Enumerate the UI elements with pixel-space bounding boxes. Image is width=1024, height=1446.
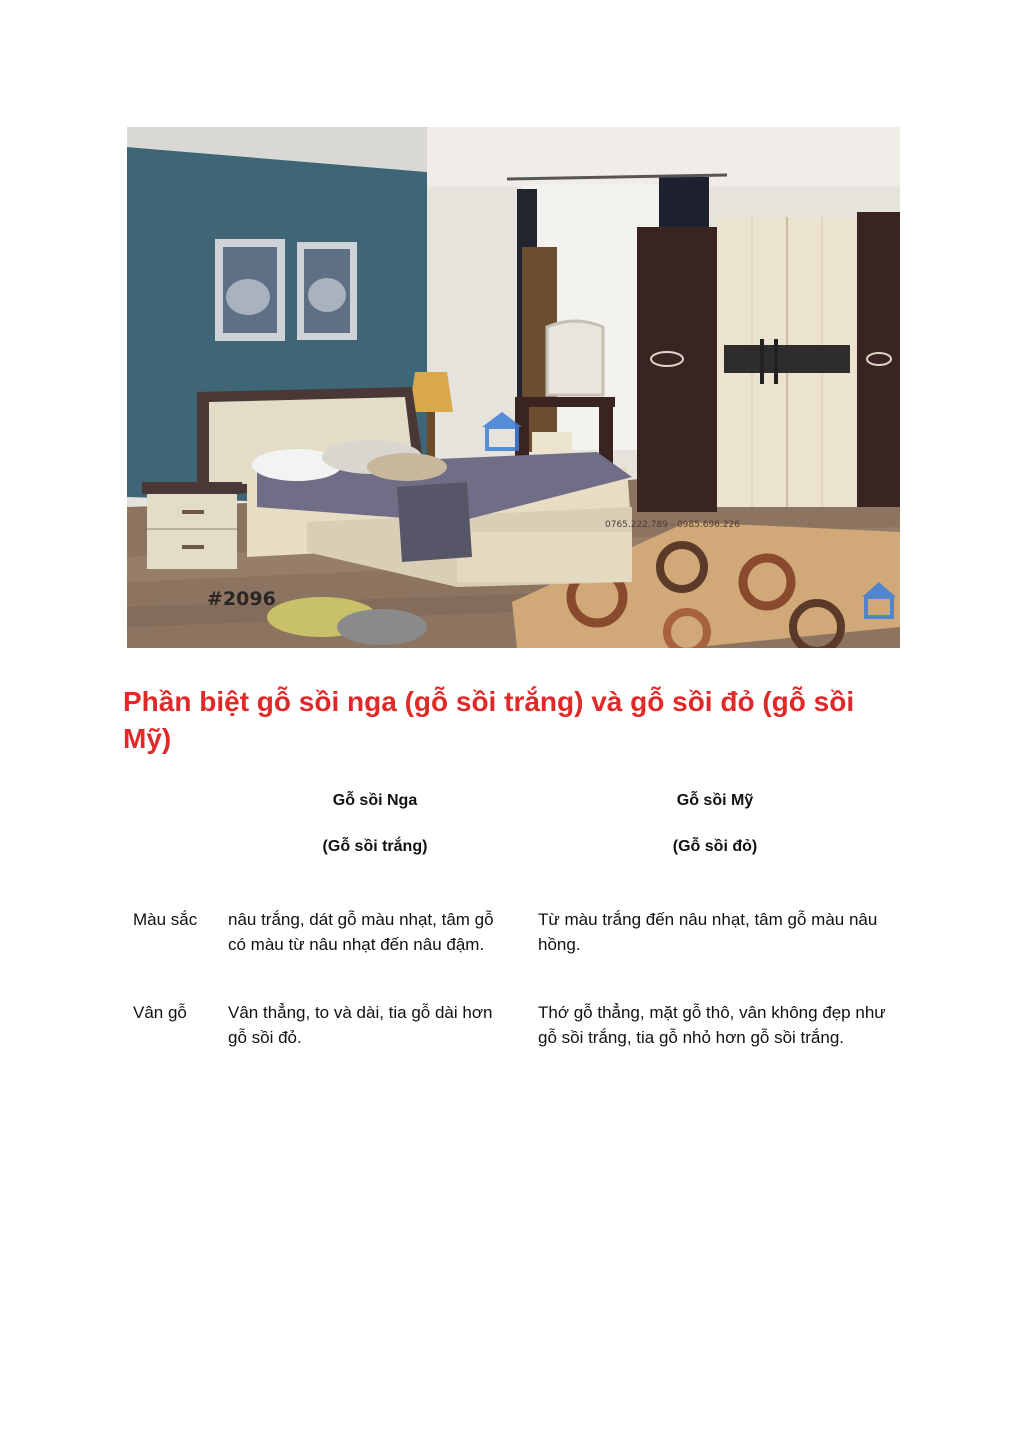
row-label: Màu sắc [133,910,198,929]
bedroom-furniture-photo [127,127,900,648]
column-header-nga [220,790,530,858]
cell-nga: nâu trắng, dát gỗ màu nhạt, tâm gỗ có màu từ nâu nhạt đến nâu đậm. [228,910,494,954]
row-label: Vân gỗ [133,1003,187,1022]
column-subname: (Gỗ sồi trắng) [322,838,428,855]
photo-model-label: #2096 [207,588,276,610]
column-name: Gỗ sồi Nga [332,792,418,809]
section-heading: Phần biệt gỗ sồi nga (gỗ sồi trắng) và gỗ sồi đỏ (gỗ sồi Mỹ) [123,686,855,754]
cell-my: Thớ gỗ thẳng, mặt gỗ thô, vân không đẹp như gỗ sồi trắng, tia gỗ nhỏ hơn gỗ sồi trắng. [538,1003,886,1047]
cell-nga: Vân thẳng, to và dài, tia gỗ dài hơn gỗ sồi đỏ. [228,1003,493,1047]
column-name: Gỗ sồi Mỹ [676,792,754,809]
cell-my: Từ màu trắng đến nâu nhạt, tâm gỗ màu nâu hồng. [538,910,878,954]
column-subname: (Gỗ sồi đỏ) [672,838,758,855]
column-header-my [530,790,900,858]
photo-phone-watermark: 0765.222.789 - 0985.696.226 [605,520,740,530]
